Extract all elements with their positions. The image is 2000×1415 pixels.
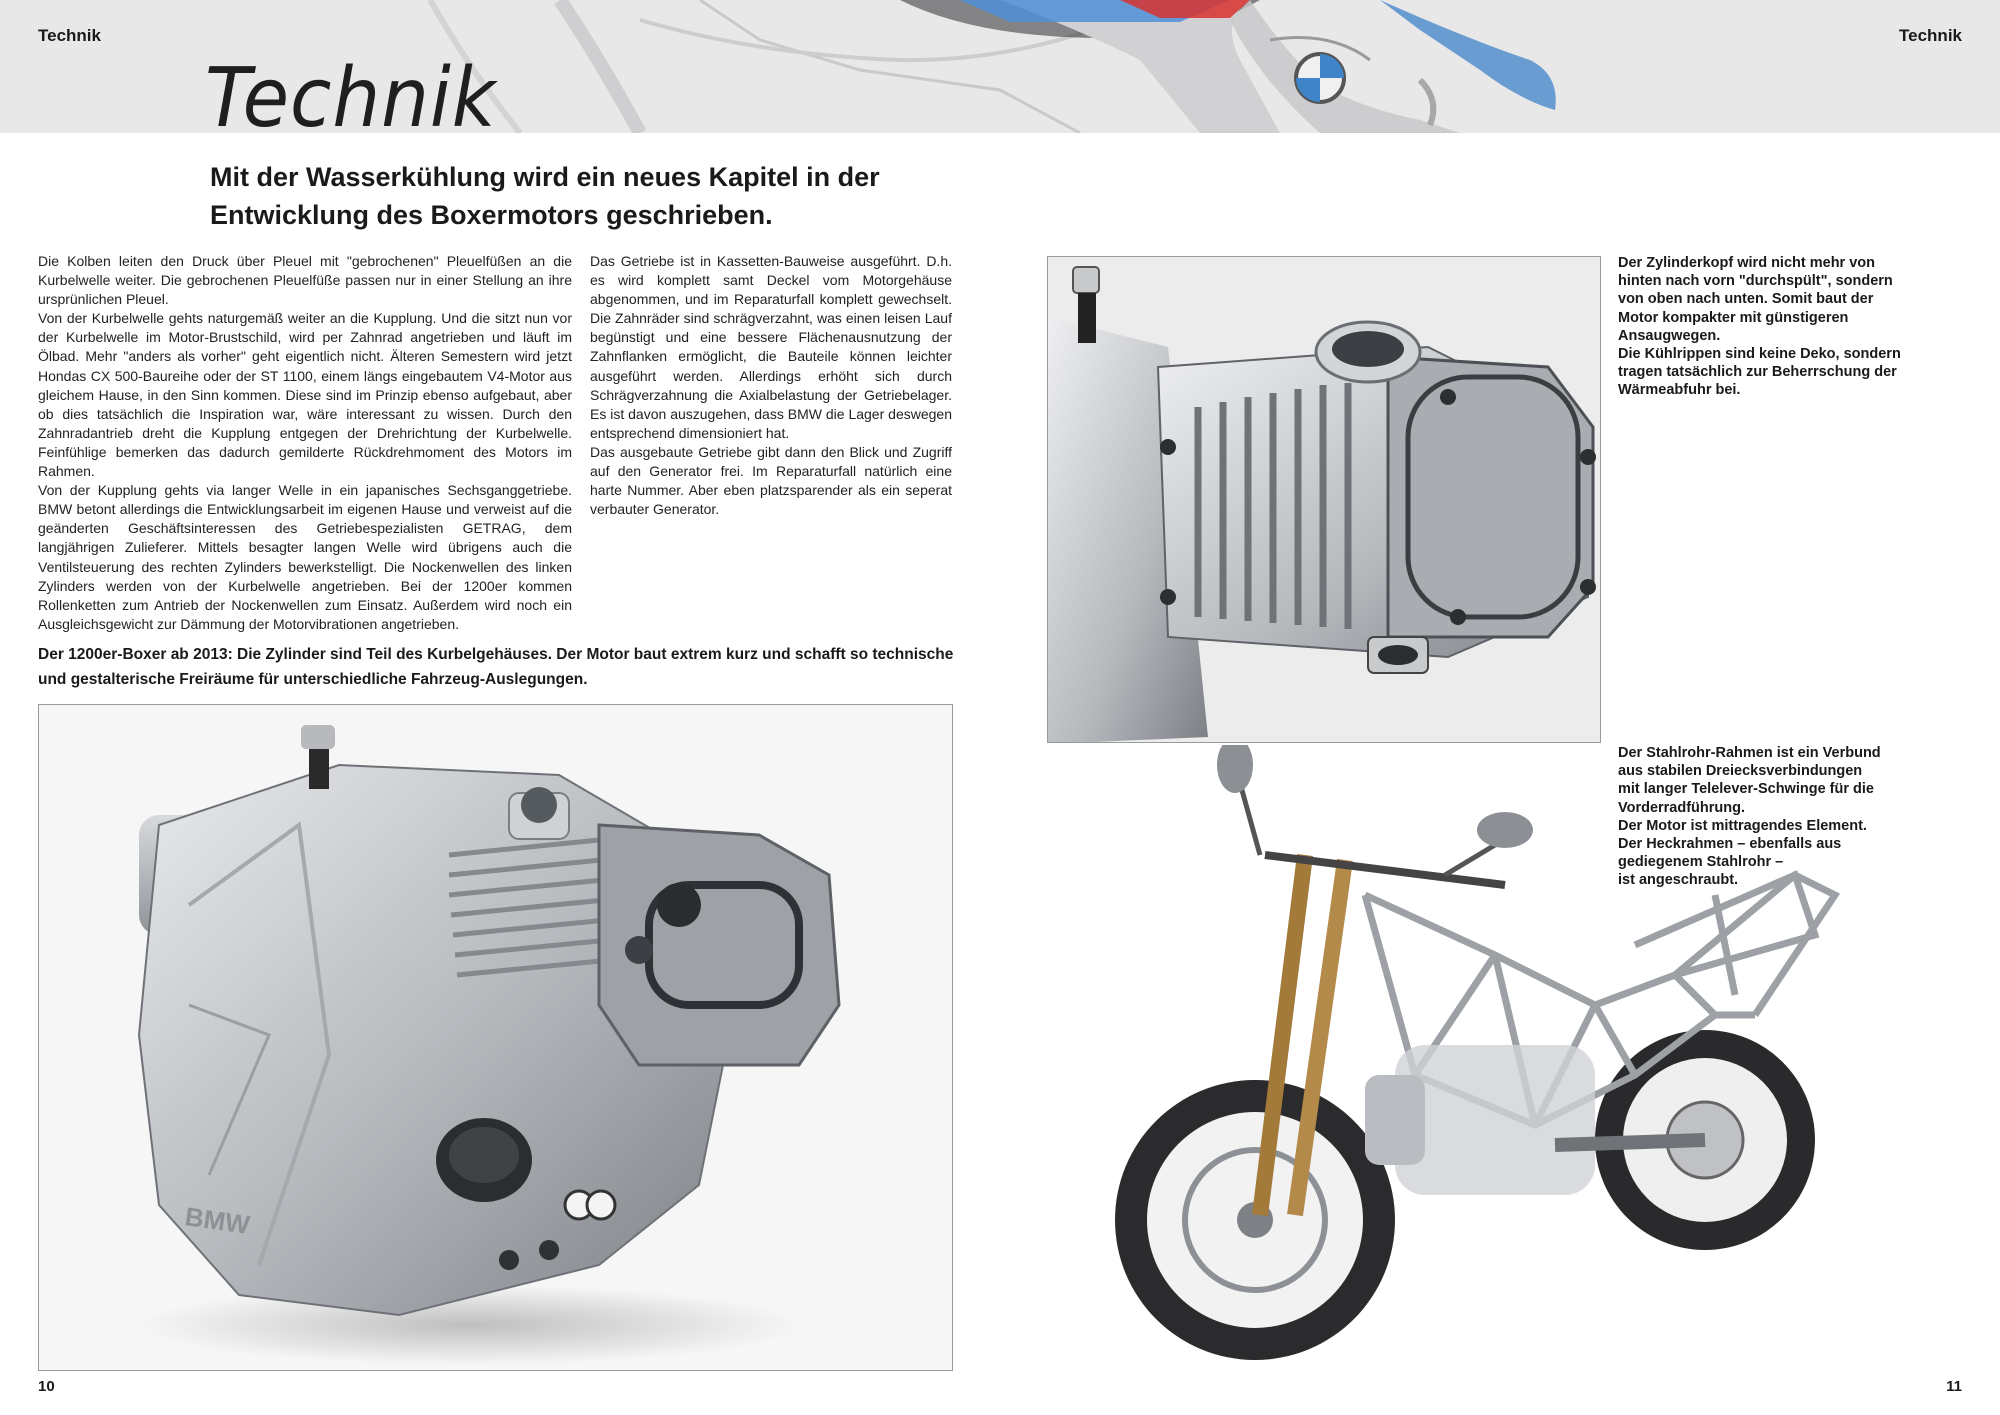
cylinder-head-photo [1047, 256, 1601, 743]
caption-line: tragen tatsächlich zur Beherrschung der [1618, 364, 1897, 381]
cylinder-head-caption [1618, 254, 1908, 400]
caption-line: Der Heckrahmen – ebenfalls aus [1618, 836, 1842, 853]
running-head-right: Technik [1899, 26, 1962, 45]
headline: Mit der Wasserkühlung wird ein neues Kapitel in der Entwicklung des Boxermotors geschrieben. [210, 162, 880, 231]
body-column-middle [590, 252, 952, 519]
caption-line: Der Stahlrohr-Rahmen ist ein Verbund [1618, 745, 1881, 761]
caption-line: aus stabilen Dreiecksverbindungen [1618, 763, 1863, 780]
caption-line: ist angeschraubt. [1618, 872, 1739, 889]
body-text-left: Die Kolben leiten den Druck über Pleuel mit "gebrochenen" Pleuelfüßen an die Kurbelwelle weiter. Die gebrochenen Pleuelfüße passen nur in einer Stellung an ihre ursprünlichen Pleuel. Von der Kurbelwelle gehts naturgemäß weiter an die Kupplung. Und die sitzt nun vor der Kurbelwelle im Motor-Brustschild, wird per Zahnrad angetrieben und läuft im Ölbad. Mehr "anders als vorher" geht eigentlich nicht. Älteren Semestern wird jetzt Hondas CX 500-Baureihe oder der ST 1100, einem längs eingebautem V4-Motor aus gleichem Hause, in den Sinn kommen. Diese sind im Prinzip ebenso aufgebaut, aber ob dies tatsächlich die Inspiration war, wäre interessant zu wissen. Durch den Zahnradantrieb dreht die Kupplung entgegen der Drehrichtung der Kurbelwelle. Feinfühlige bemerken das dadurch gemilderte Rückdrehmoment des Motors im Rahmen. Von der Kupplung gehts via langer Welle in ein japanisches Sechsganggetriebe. BMW betont allerdings die Entwicklungsarbeit im eigenen Hause und verweist auf die geänderten Geschäftsinteressen des Getriebespezialisten GETRAG, dem langjährigen Zulieferer. Mittels besagter langen Welle wird übrigens auch die Ventilsteuerung des rechten Zylinders bewerkstelligt. Die Nockenwellen des linken Zylinders werden von der Kurbelwelle angetrieben. Bei der 1200er kommen Rollenketten zum Antrieb der Nockenwellen zum Einsatz. Außerdem wird noch ein Ausgleichsgewicht zur Dämmung der Motorvibrationen angetrieben. [38, 253, 572, 632]
caption-line: Motor kompakter mit günstigeren [1618, 309, 1849, 326]
caption-line: von oben nach unten. Somit baut der [1618, 291, 1874, 308]
boxer-engine-illustration [39, 705, 953, 1371]
caption-line: Vorderradführung. [1618, 799, 1746, 816]
caption-line: hinten nach vorn "durchspült", sondern [1618, 273, 1893, 290]
caption-line: Der Motor ist mittragendes Element. [1618, 817, 1867, 834]
bmw-cast-logo: BMW [183, 1201, 252, 1240]
header-banner [0, 0, 2000, 133]
cylinder-head-illustration [1048, 257, 1601, 743]
running-head-left: Technik [38, 26, 101, 45]
page-number-left: 10 [38, 1378, 55, 1395]
engine-photo [38, 704, 953, 1371]
body-column-left [38, 252, 572, 634]
page-title: Technik [205, 51, 497, 133]
frame-caption [1618, 744, 1908, 890]
caption-line: Der Zylinderkopf wird nicht mehr von [1618, 255, 1876, 271]
body-text-middle: Das Getriebe ist in Kassetten-Bauweise ausgeführt. D.h. es wird komplett samt Deckel vom Motorgehäuse abgenommen, und im Reparaturfall komplett gewechselt. Die Zahnräder sind schrägverzahnt, was einen leisen Lauf begünstigt und eine bessere Flächenausnutzung der Zahnflanken ermöglicht, die Bauteile können leichter ausgeführt werden. Allerdings erhöht sich durch Schrägverzahnung die Axialbelastung der Getriebelager. Es ist davon auszugehen, dass BMW die Lager deswegen entsprechend dimensioniert hat. Das ausgebaute Getriebe gibt dann den Blick und Zugriff auf den Generator frei. Im Reparaturfall natürlich eine harte Nummer. Aber eben platzsparender als ein seperat verbauter Generator. [590, 253, 952, 518]
caption-line: Die Kühlrippen sind keine Deko, sondern [1618, 346, 1901, 363]
caption-line: gediegenem Stahlrohr – [1618, 854, 1784, 871]
caption-line: Ansaugwegen. [1618, 327, 1721, 344]
caption-line: mit langer Telelever-Schwinge für die [1618, 781, 1874, 798]
page-number-right: 11 [1946, 1378, 1962, 1395]
engine-caption: Der 1200er-Boxer ab 2013: Die Zylinder sind Teil des Kurbelgehäuses. Der Motor baut extrem kurz und schafft so technische und gestalterische Freiräume für unterschiedliche Fahrzeug-Auslegungen. [38, 646, 954, 688]
caption-line: Wärmeabfuhr bei. [1618, 382, 1741, 399]
